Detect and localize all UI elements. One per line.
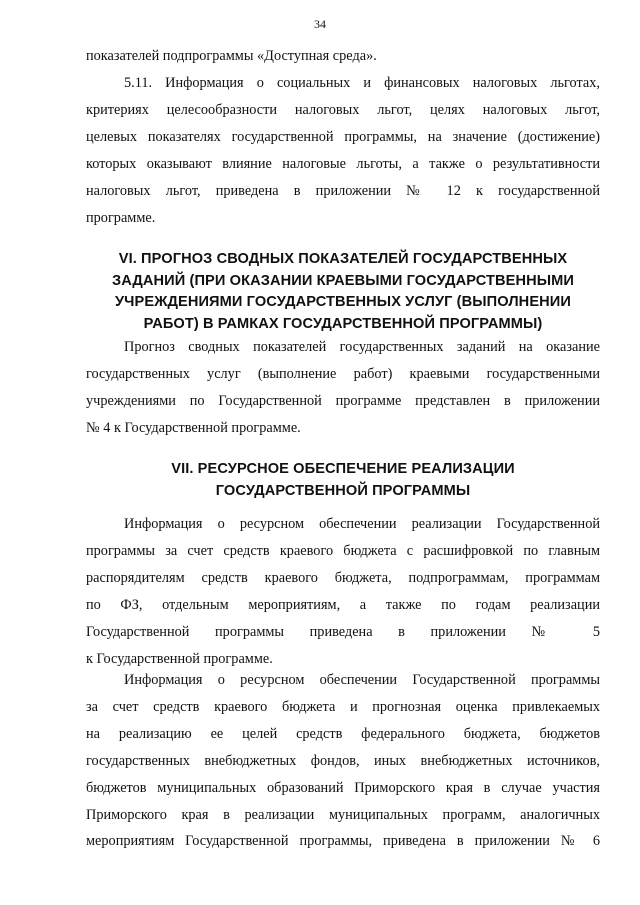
page-number: 34 — [314, 17, 326, 31]
heading-line: ГОСУДАРСТВЕННОЙ ПРОГРАММЫ — [215, 482, 471, 499]
paragraph-line: государственных услуг (выполнение работ) краевыми государственными — [86, 365, 600, 382]
paragraph-5-11 — [86, 70, 600, 231]
paragraph-line: учреждениями по Государственной программе представлен в приложении — [86, 392, 600, 409]
paragraph-line: за счет средств краевого бюджета и прогнозная оценка привлекаемых — [86, 698, 600, 715]
paragraph-line: программе. — [86, 209, 156, 226]
paragraph-line: Приморского края в реализации муниципальных программ, аналогичных — [86, 806, 600, 823]
paragraph-line: 5.11. Информация о социальных и финансовых налоговых льготах, — [124, 75, 600, 91]
paragraph-continuation — [86, 43, 600, 70]
paragraph-line: Информация о ресурсном обеспечении реализации Государственной — [124, 516, 600, 532]
heading-line: УЧРЕЖДЕНИЯМИ ГОСУДАРСТВЕННЫХ УСЛУГ (ВЫПОЛНЕНИИ — [115, 294, 571, 310]
paragraph-line: которых оказывают влияние налоговые льготы, а также о результативности — [86, 155, 600, 172]
paragraph-line: показателей подпрограммы «Доступная среда». — [86, 48, 377, 64]
section-heading-vii — [70, 459, 616, 502]
paragraph-resource-forecast — [86, 667, 600, 855]
paragraph-line: № 4 к Государственной программе. — [86, 419, 301, 436]
paragraph-line: по ФЗ, отдельным мероприятиям, а также по годам реализации — [86, 596, 600, 613]
paragraph-line: Государственной программы приведена в приложении № 5 — [86, 623, 600, 640]
paragraph-line: бюджетов муниципальных образований Приморского края в случае участия — [86, 779, 600, 796]
paragraph-line: на реализацию ее целей средств федерального бюджета, бюджетов — [86, 725, 600, 742]
heading-line: VII. РЕСУРСНОЕ ОБЕСПЕЧЕНИЕ РЕАЛИЗАЦИИ — [171, 461, 515, 477]
heading-line: ЗАДАНИЙ (ПРИ ОКАЗАНИИ КРАЕВЫМИ ГОСУДАРСТВЕННЫМИ — [111, 272, 575, 289]
paragraph-line: целевых показателях государственной программы, на значение (достижение) — [86, 128, 600, 145]
heading-line: VI. ПРОГНОЗ СВОДНЫХ ПОКАЗАТЕЛЕЙ ГОСУДАРСТВЕННЫХ — [118, 251, 568, 267]
paragraph-line: Прогноз сводных показателей государственных заданий на оказание — [124, 339, 600, 355]
paragraph-line: распорядителям средств краевого бюджета, подпрограммам, программам — [86, 569, 600, 586]
section-heading-vi — [70, 249, 616, 335]
paragraph-forecast — [86, 334, 600, 442]
paragraph-resource-provision — [86, 511, 600, 672]
paragraph-line: государственных внебюджетных фондов, иных внебюджетных источников, — [86, 752, 600, 769]
heading-line: РАБОТ) В РАМКАХ ГОСУДАРСТВЕННОЙ ПРОГРАММЫ) — [143, 315, 543, 332]
paragraph-line: к Государственной программе. — [86, 650, 273, 667]
paragraph-line: Информация о ресурсном обеспечении Государственной программы — [124, 672, 600, 688]
paragraph-line: мероприятиям Государственной программы, приведена в приложении № 6 — [86, 833, 600, 850]
paragraph-line: налоговых льгот, приведена в приложении № 12 к государственной — [86, 182, 600, 199]
paragraph-line: критериях целесообразности налоговых льгот, целях налоговых льгот, — [86, 101, 600, 118]
paragraph-line: программы за счет средств краевого бюджета с расшифровкой по главным — [86, 542, 600, 559]
